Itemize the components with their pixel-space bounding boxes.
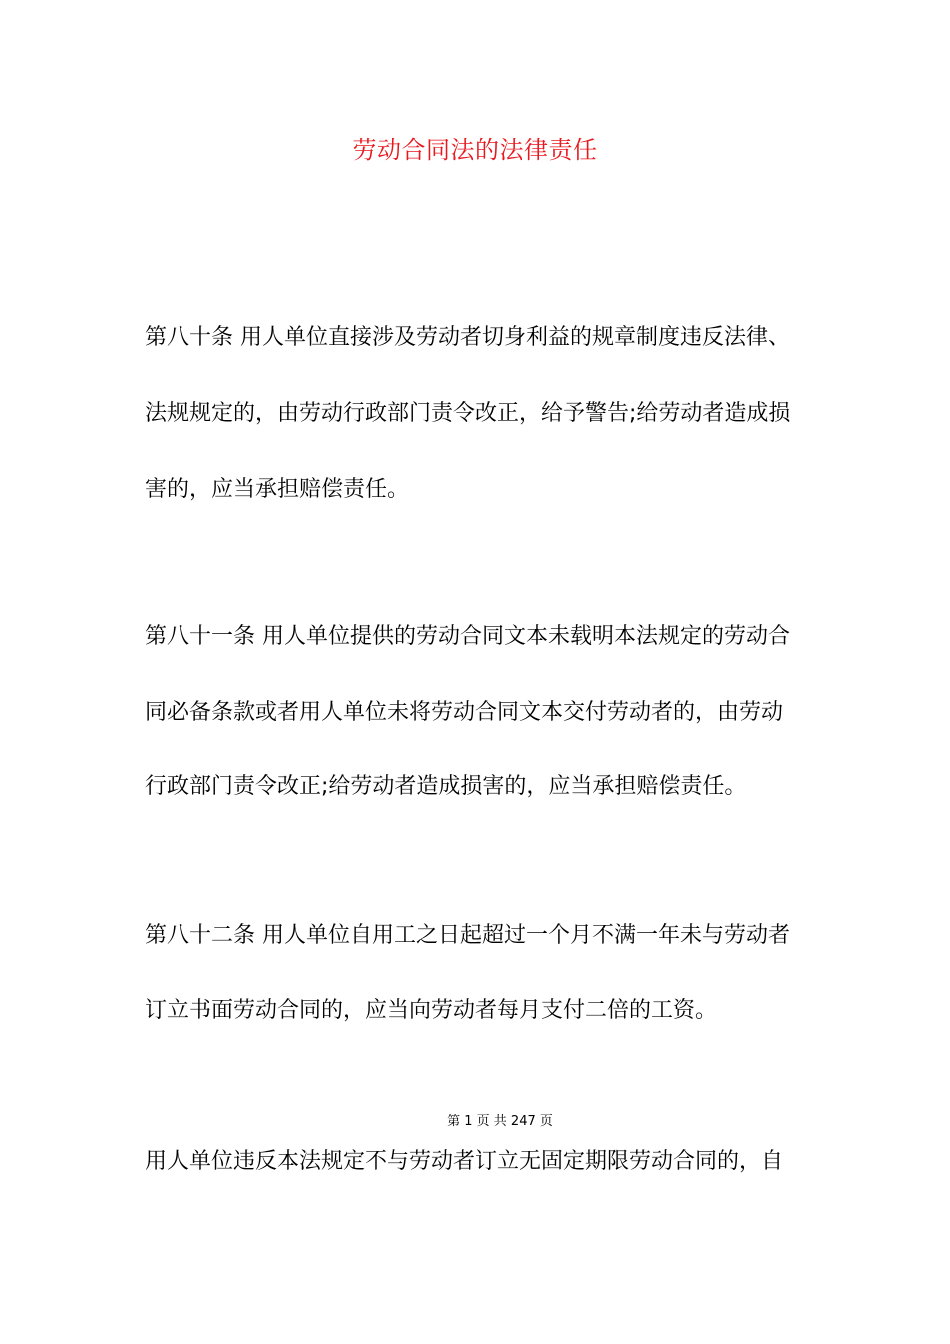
article-81-line-1: 第八十一条 用人单位提供的劳动合同文本未载明本法规定的劳动合: [145, 624, 790, 649]
article-80-line-2: 法规规定的，由劳动行政部门责令改正，给予警告;给劳动者造成损: [145, 401, 791, 426]
continuation-line: 用人单位违反本法规定不与劳动者订立无固定期限劳动合同的，自: [145, 1149, 784, 1174]
article-82-line-1: 第八十二条 用人单位自用工之日起超过一个月不满一年未与劳动者: [145, 923, 790, 948]
article-82-line-2: 订立书面劳动合同的，应当向劳动者每月支付二倍的工资。: [145, 998, 718, 1023]
article-80-line-3: 害的，应当承担赔偿责任。: [145, 477, 410, 502]
article-81-line-3: 行政部门责令改正;给劳动者造成损害的，应当承担赔偿责任。: [145, 774, 747, 799]
article-81-line-2: 同必备条款或者用人单位未将劳动合同文本交付劳动者的，由劳动: [145, 700, 784, 725]
document-title: 劳动合同法的法律责任: [352, 136, 598, 164]
page-number-footer: 第 1 页 共 247 页: [447, 1114, 553, 1129]
article-80-line-1: 第八十条 用人单位直接涉及劳动者切身利益的规章制度违反法律、: [145, 325, 790, 350]
